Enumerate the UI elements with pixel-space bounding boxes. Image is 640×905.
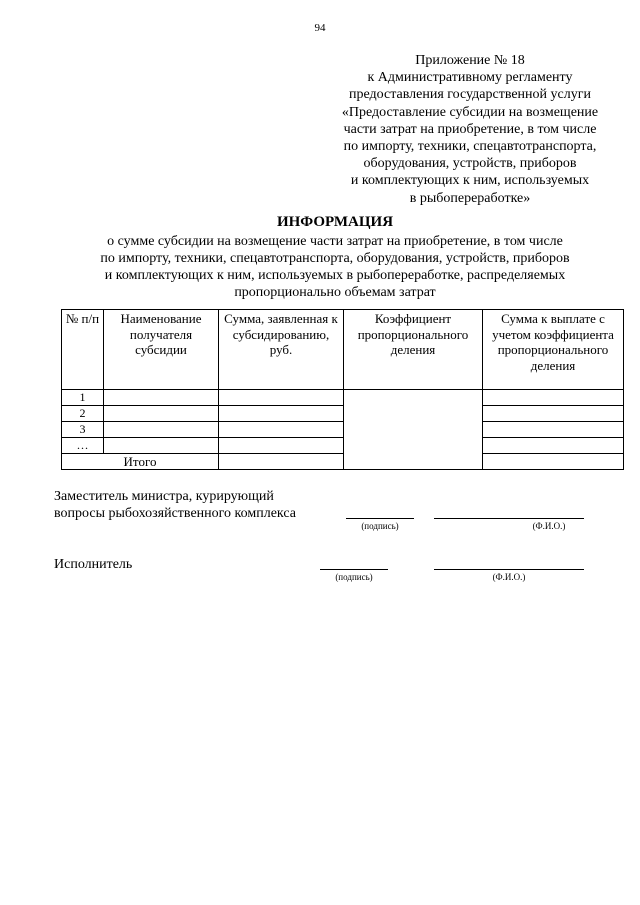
table-row xyxy=(62,422,624,438)
document-subtitle xyxy=(0,233,640,301)
total-label: Итого xyxy=(62,454,219,470)
row-number: 3 xyxy=(62,422,104,438)
subsidy-table xyxy=(61,309,624,470)
payout-sum-cell xyxy=(483,422,624,438)
executor-label: Исполнитель xyxy=(54,557,133,572)
deputy-name-line xyxy=(434,518,584,519)
payout-sum-cell xyxy=(483,438,624,454)
subtitle-line: и комплектующих к ним, используемых в рыбопереработке, распределяемых xyxy=(104,268,566,283)
payout-sum-cell xyxy=(483,390,624,406)
deputy-signature-caption: (подпись) xyxy=(361,521,399,531)
executor-signature-line xyxy=(320,569,388,570)
recipient-cell xyxy=(104,390,219,406)
header-recipient-name: Наименование получателя субсидии xyxy=(104,310,219,390)
appendix-line: оборудования, устройств, приборов xyxy=(363,156,577,172)
executor-name-line xyxy=(434,569,584,570)
appendix-line: по импорту, техники, спецавтотранспорта, xyxy=(343,139,597,155)
claimed-sum-cell xyxy=(219,390,344,406)
claimed-sum-cell xyxy=(219,422,344,438)
deputy-minister-label xyxy=(54,488,296,522)
appendix-line: «Предоставление субсидии на возмещение xyxy=(341,104,599,120)
total-payout-sum-cell xyxy=(483,454,624,470)
recipient-cell xyxy=(104,422,219,438)
table-row xyxy=(62,390,624,406)
table-total-row xyxy=(62,454,624,470)
deputy-signature-line xyxy=(346,518,414,519)
total-claimed-sum-cell xyxy=(219,454,344,470)
row-number: … xyxy=(62,438,104,454)
row-number: 1 xyxy=(62,390,104,406)
subtitle-line: пропорционально объемам затрат xyxy=(234,285,436,300)
table-row xyxy=(62,406,624,422)
deputy-name-caption: (Ф.И.О.) xyxy=(532,521,566,531)
appendix-line: Приложение № 18 xyxy=(415,53,525,68)
deputy-line: Заместитель министра, курирующий xyxy=(54,489,274,504)
executor-name-caption: (Ф.И.О.) xyxy=(492,572,526,582)
appendix-line: в рыбопереработке» xyxy=(409,190,531,206)
appendix-heading xyxy=(300,52,640,207)
claimed-sum-cell xyxy=(219,406,344,422)
payout-sum-cell xyxy=(483,406,624,422)
deputy-line: вопросы рыбохозяйственного комплекса xyxy=(54,506,296,521)
subtitle-line: о сумме субсидии на возмещение части затрат на приобретение, в том числе xyxy=(107,234,563,249)
document-title: ИНФОРМАЦИЯ xyxy=(276,214,394,230)
page-number: 94 xyxy=(314,22,326,34)
recipient-cell xyxy=(104,406,219,422)
appendix-line: и комплектующих к ним, используемых xyxy=(350,173,590,189)
coefficient-cell xyxy=(344,390,483,470)
row-number: 2 xyxy=(62,406,104,422)
appendix-line: к Административному регламенту xyxy=(367,70,573,86)
appendix-line: части затрат на приобретение, в том числе xyxy=(343,121,597,137)
table-row xyxy=(62,438,624,454)
table-header-row xyxy=(62,310,624,390)
subtitle-line: по импорту, техники, спецавтотранспорта, оборудования, устройств, приборов xyxy=(100,251,570,266)
header-claimed-sum: Сумма, заявленная к субсидированию, руб. xyxy=(219,310,344,390)
header-payout-sum: Сумма к выплате с учетом коэффициента пропорционального деления xyxy=(483,310,624,390)
header-coefficient: Коэффициент пропорционального деления xyxy=(344,310,483,390)
claimed-sum-cell xyxy=(219,438,344,454)
appendix-line: предоставления государственной услуги xyxy=(349,87,591,103)
header-number: № п/п xyxy=(62,310,104,390)
executor-signature-caption: (подпись) xyxy=(335,572,373,582)
recipient-cell xyxy=(104,438,219,454)
